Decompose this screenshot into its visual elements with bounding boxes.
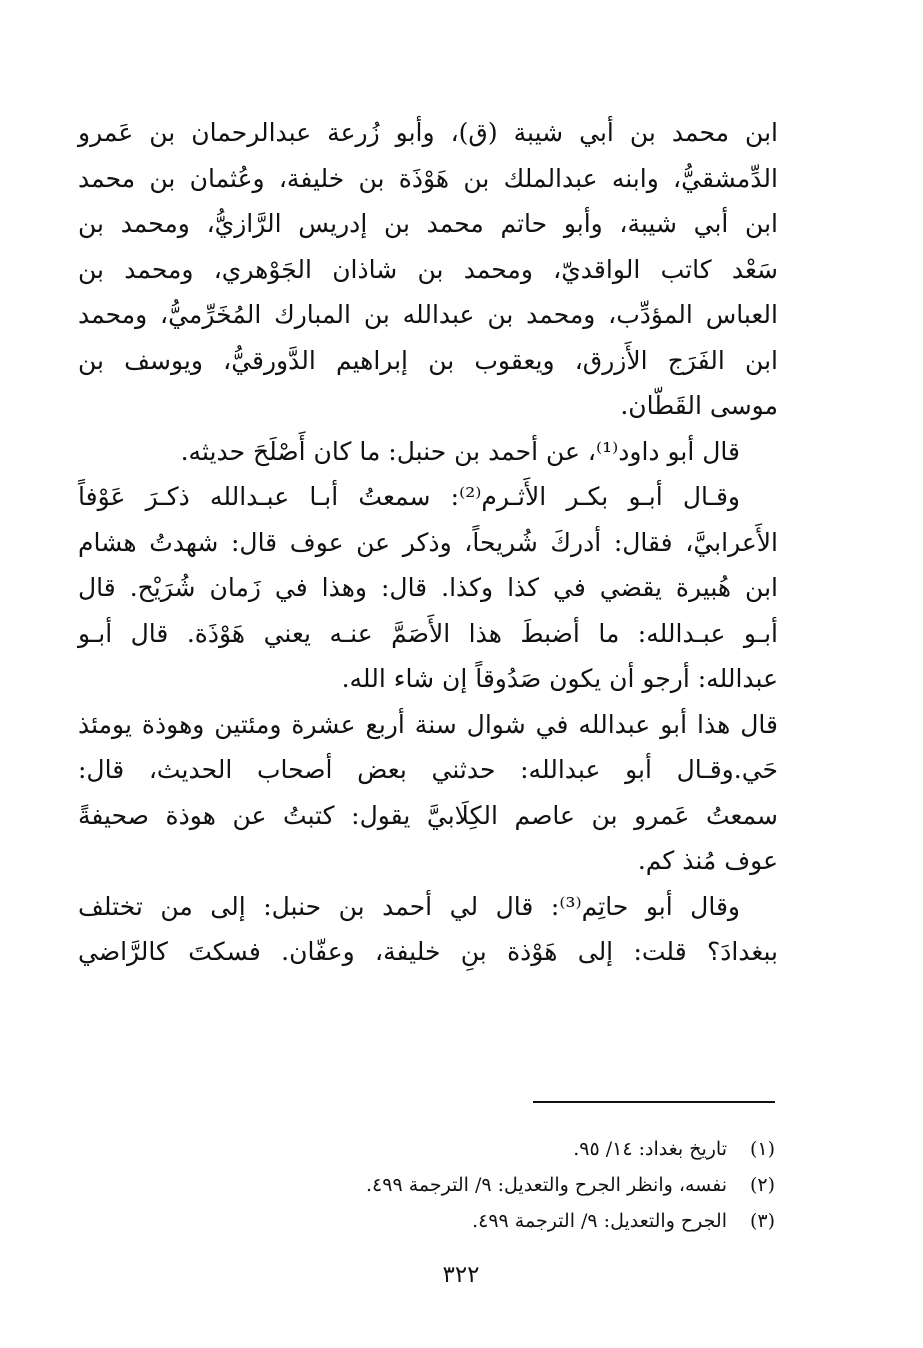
- text-line: وقـال أبـو بكـر الأَثـرم⁽²⁾: سمعتُ أبـا عبـدالله ذكـرَ عَوْفاً: [78, 482, 740, 511]
- footnote-text: تاريخ بغداد: ١٤/ ٩٥.: [573, 1138, 727, 1160]
- text-line: عوف مُنذ كم.: [637, 846, 778, 875]
- text-line: حَي.وقـال أبو عبدالله: حدثني بعض أصحاب الحديث، قال:: [78, 755, 778, 784]
- text-line: أبـو عبـدالله: ما أضبطَ هذا الأَصَمَّ عنـه يعني هَوْذَة. قال أبـو: [78, 618, 778, 648]
- footnote-text: نفسه، وانظر الجرح والتعديل: ٩/ الترجمة ٤٩٩.: [366, 1174, 727, 1196]
- text-line: عبدالله: أرجو أن يكون صَدُوقاً إن شاء الله.: [341, 664, 778, 693]
- footnote-number: (٣): [749, 1210, 775, 1232]
- footnotes: [200, 1131, 775, 1239]
- footnote-item: [200, 1131, 775, 1167]
- footnote-number: (١): [749, 1138, 775, 1160]
- text-line: العباس المؤدِّب، ومحمد بن عبدالله بن المبارك المُخَرِّميُّ، ومحمد: [78, 300, 778, 329]
- text-line: وقال أبو حاتِم⁽³⁾: قال لي أحمد بن حنبل: إلى من تختلف: [78, 891, 740, 921]
- main-text: [78, 110, 778, 975]
- text-line: الأَعرابيَّ، فقال: أدركَ شُريحاً، وذكر عن عوف قال: شهدتُ هشام: [78, 527, 778, 557]
- footnote-separator: [533, 1101, 775, 1103]
- text-line: سَعْد كاتب الواقديّ، ومحمد بن شاذان الجَوْهري، ومحمد بن: [78, 254, 778, 284]
- text-line: موسى القَطّان.: [620, 391, 778, 420]
- text-line: الدِّمشقيُّ، وابنه عبدالملك بن هَوْذَة بن خليفة، وعُثمان بن محمد: [78, 163, 778, 193]
- text-line: ابن الفَرَج الأَزرق، ويعقوب بن إبراهيم الدَّورقيُّ، ويوسف بن: [78, 345, 778, 375]
- text-line: ببغدادَ؟ قلت: إلى هَوْذة بنِ خليفة، وعفّان. فسكتَ كالرَّاضي: [78, 937, 778, 966]
- text-line: سمعتُ عَمرو بن عاصم الكِلَابيَّ يقول: كتبتُ عن هوذة صحيفةً: [78, 800, 778, 830]
- footnote-text: الجرح والتعديل: ٩/ الترجمة ٤٩٩.: [472, 1210, 727, 1232]
- text-line: ابن محمد بن أبي شيبة (ق)، وأبو زُرعة عبدالرحمان بن عَمرو: [78, 118, 778, 147]
- text-line: قال أبو داود⁽¹⁾، عن أحمد بن حنبل: ما كان أَصْلَحَ حديثه.: [180, 436, 740, 466]
- footnote-item: [200, 1167, 775, 1203]
- footnote-number: (٢): [749, 1174, 775, 1196]
- text-line: قال هذا أبو عبدالله في شوال سنة أربع عشرة ومئتين وهوذة يومئذ: [78, 709, 778, 739]
- text-line: ابن أبي شيبة، وأبو حاتم محمد بن إدريس الرَّازيُّ، ومحمد بن: [78, 209, 778, 238]
- footnote-item: [200, 1203, 775, 1239]
- text-line: ابن هُبيرة يقضي في كذا وكذا. قال: وهذا في زَمان شُرَيْح. قال: [78, 573, 778, 602]
- page-number: ٣٢٢: [442, 1262, 480, 1288]
